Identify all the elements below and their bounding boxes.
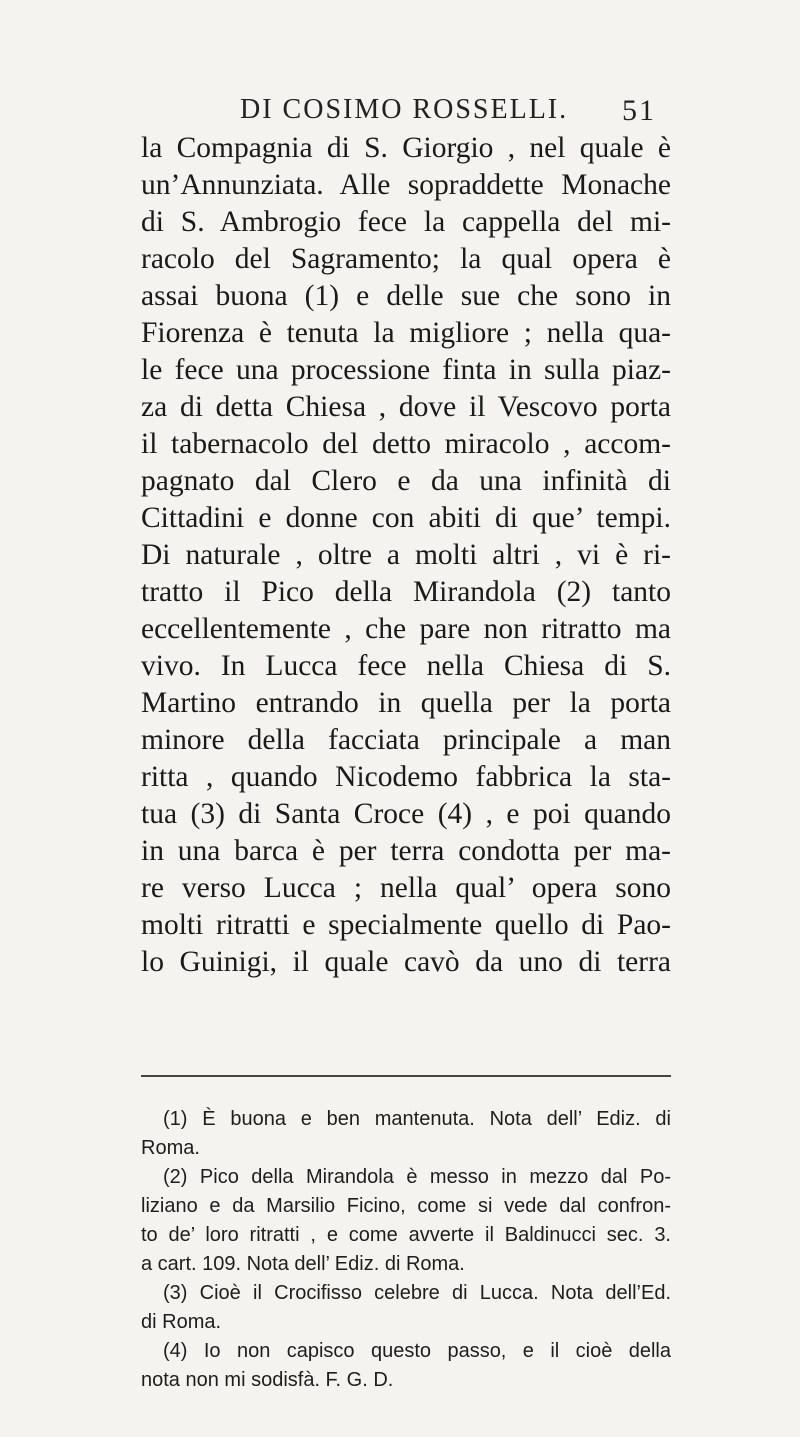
text-line: vivo. In Lucca fece nella Chiesa di S.	[141, 650, 671, 682]
text-line: eccellentemente , che pare non ritratto ma	[141, 613, 671, 645]
text-line: molti ritratti e specialmente quello di Pao-	[141, 909, 671, 941]
text-line: pagnato dal Clero e da una infinità di	[141, 465, 671, 497]
text-line: minore della facciata principale a man	[141, 724, 671, 756]
footnote-line: di Roma.	[141, 1311, 222, 1333]
text-line: tratto il Pico della Mirandola (2) tanto	[141, 576, 671, 608]
footnotes	[141, 1105, 671, 1395]
text-line: il tabernacolo del detto miracolo , accom-	[141, 428, 671, 460]
text-line: lo Guinigi, il quale cavò da uno di terra	[141, 946, 671, 978]
footnote-line: (1) È buona e ben mantenuta. Nota dell’ Ediz. di	[163, 1108, 671, 1130]
text-line: la Compagnia di S. Giorgio , nel quale è	[141, 132, 671, 164]
footnote-line: Roma.	[141, 1137, 200, 1159]
text-line: racolo del Sagramento; la qual opera è	[141, 243, 671, 275]
footnote-line: a cart. 109. Nota dell’ Ediz. di Roma.	[141, 1253, 465, 1275]
text-line: Cittadini e donne con abiti di que’ tempi.	[141, 502, 671, 534]
footnote-separator	[141, 1075, 671, 1077]
main-text	[141, 130, 671, 981]
footnote-line: nota non mi sodisfà. F. G. D.	[141, 1369, 394, 1391]
text-line: Di naturale , oltre a molti altri , vi è ri-	[141, 539, 671, 571]
footnote-line: to de’ loro ritratti , e come avverte il Baldinucci sec. 3.	[141, 1224, 671, 1246]
footnote-line: liziano e da Marsilio Ficino, come si vede dal confron-	[141, 1195, 671, 1217]
text-line: assai buona (1) e delle sue che sono in	[141, 280, 671, 312]
text-line: Martino entrando in quella per la porta	[141, 687, 671, 719]
footnote-line: (3) Cioè il Crocifisso celebre di Lucca. Nota dell’Ed.	[163, 1282, 671, 1304]
text-line: re verso Lucca ; nella qual’ opera sono	[141, 872, 671, 904]
text-line: un’Annunziata. Alle sopraddette Monache	[141, 169, 671, 201]
text-line: le fece una processione finta in sulla piaz-	[141, 354, 671, 386]
page-number: 51	[622, 94, 656, 127]
running-title: DI COSIMO ROSSELLI.	[240, 94, 569, 125]
footnote-line: (2) Pico della Mirandola è messo in mezzo dal Po-	[163, 1166, 671, 1188]
page-header	[240, 94, 660, 134]
text-line: za di detta Chiesa , dove il Vescovo porta	[141, 391, 671, 423]
text-line: tua (3) di Santa Croce (4) , e poi quando	[141, 798, 671, 830]
text-line: ritta , quando Nicodemo fabbrica la sta-	[141, 761, 671, 793]
text-line: di S. Ambrogio fece la cappella del mi-	[141, 206, 671, 238]
footnote-line: (4) Io non capisco questo passo, e il cioè della	[163, 1340, 671, 1362]
text-line: in una barca è per terra condotta per ma-	[141, 835, 671, 867]
text-line: Fiorenza è tenuta la migliore ; nella qua-	[141, 317, 671, 349]
